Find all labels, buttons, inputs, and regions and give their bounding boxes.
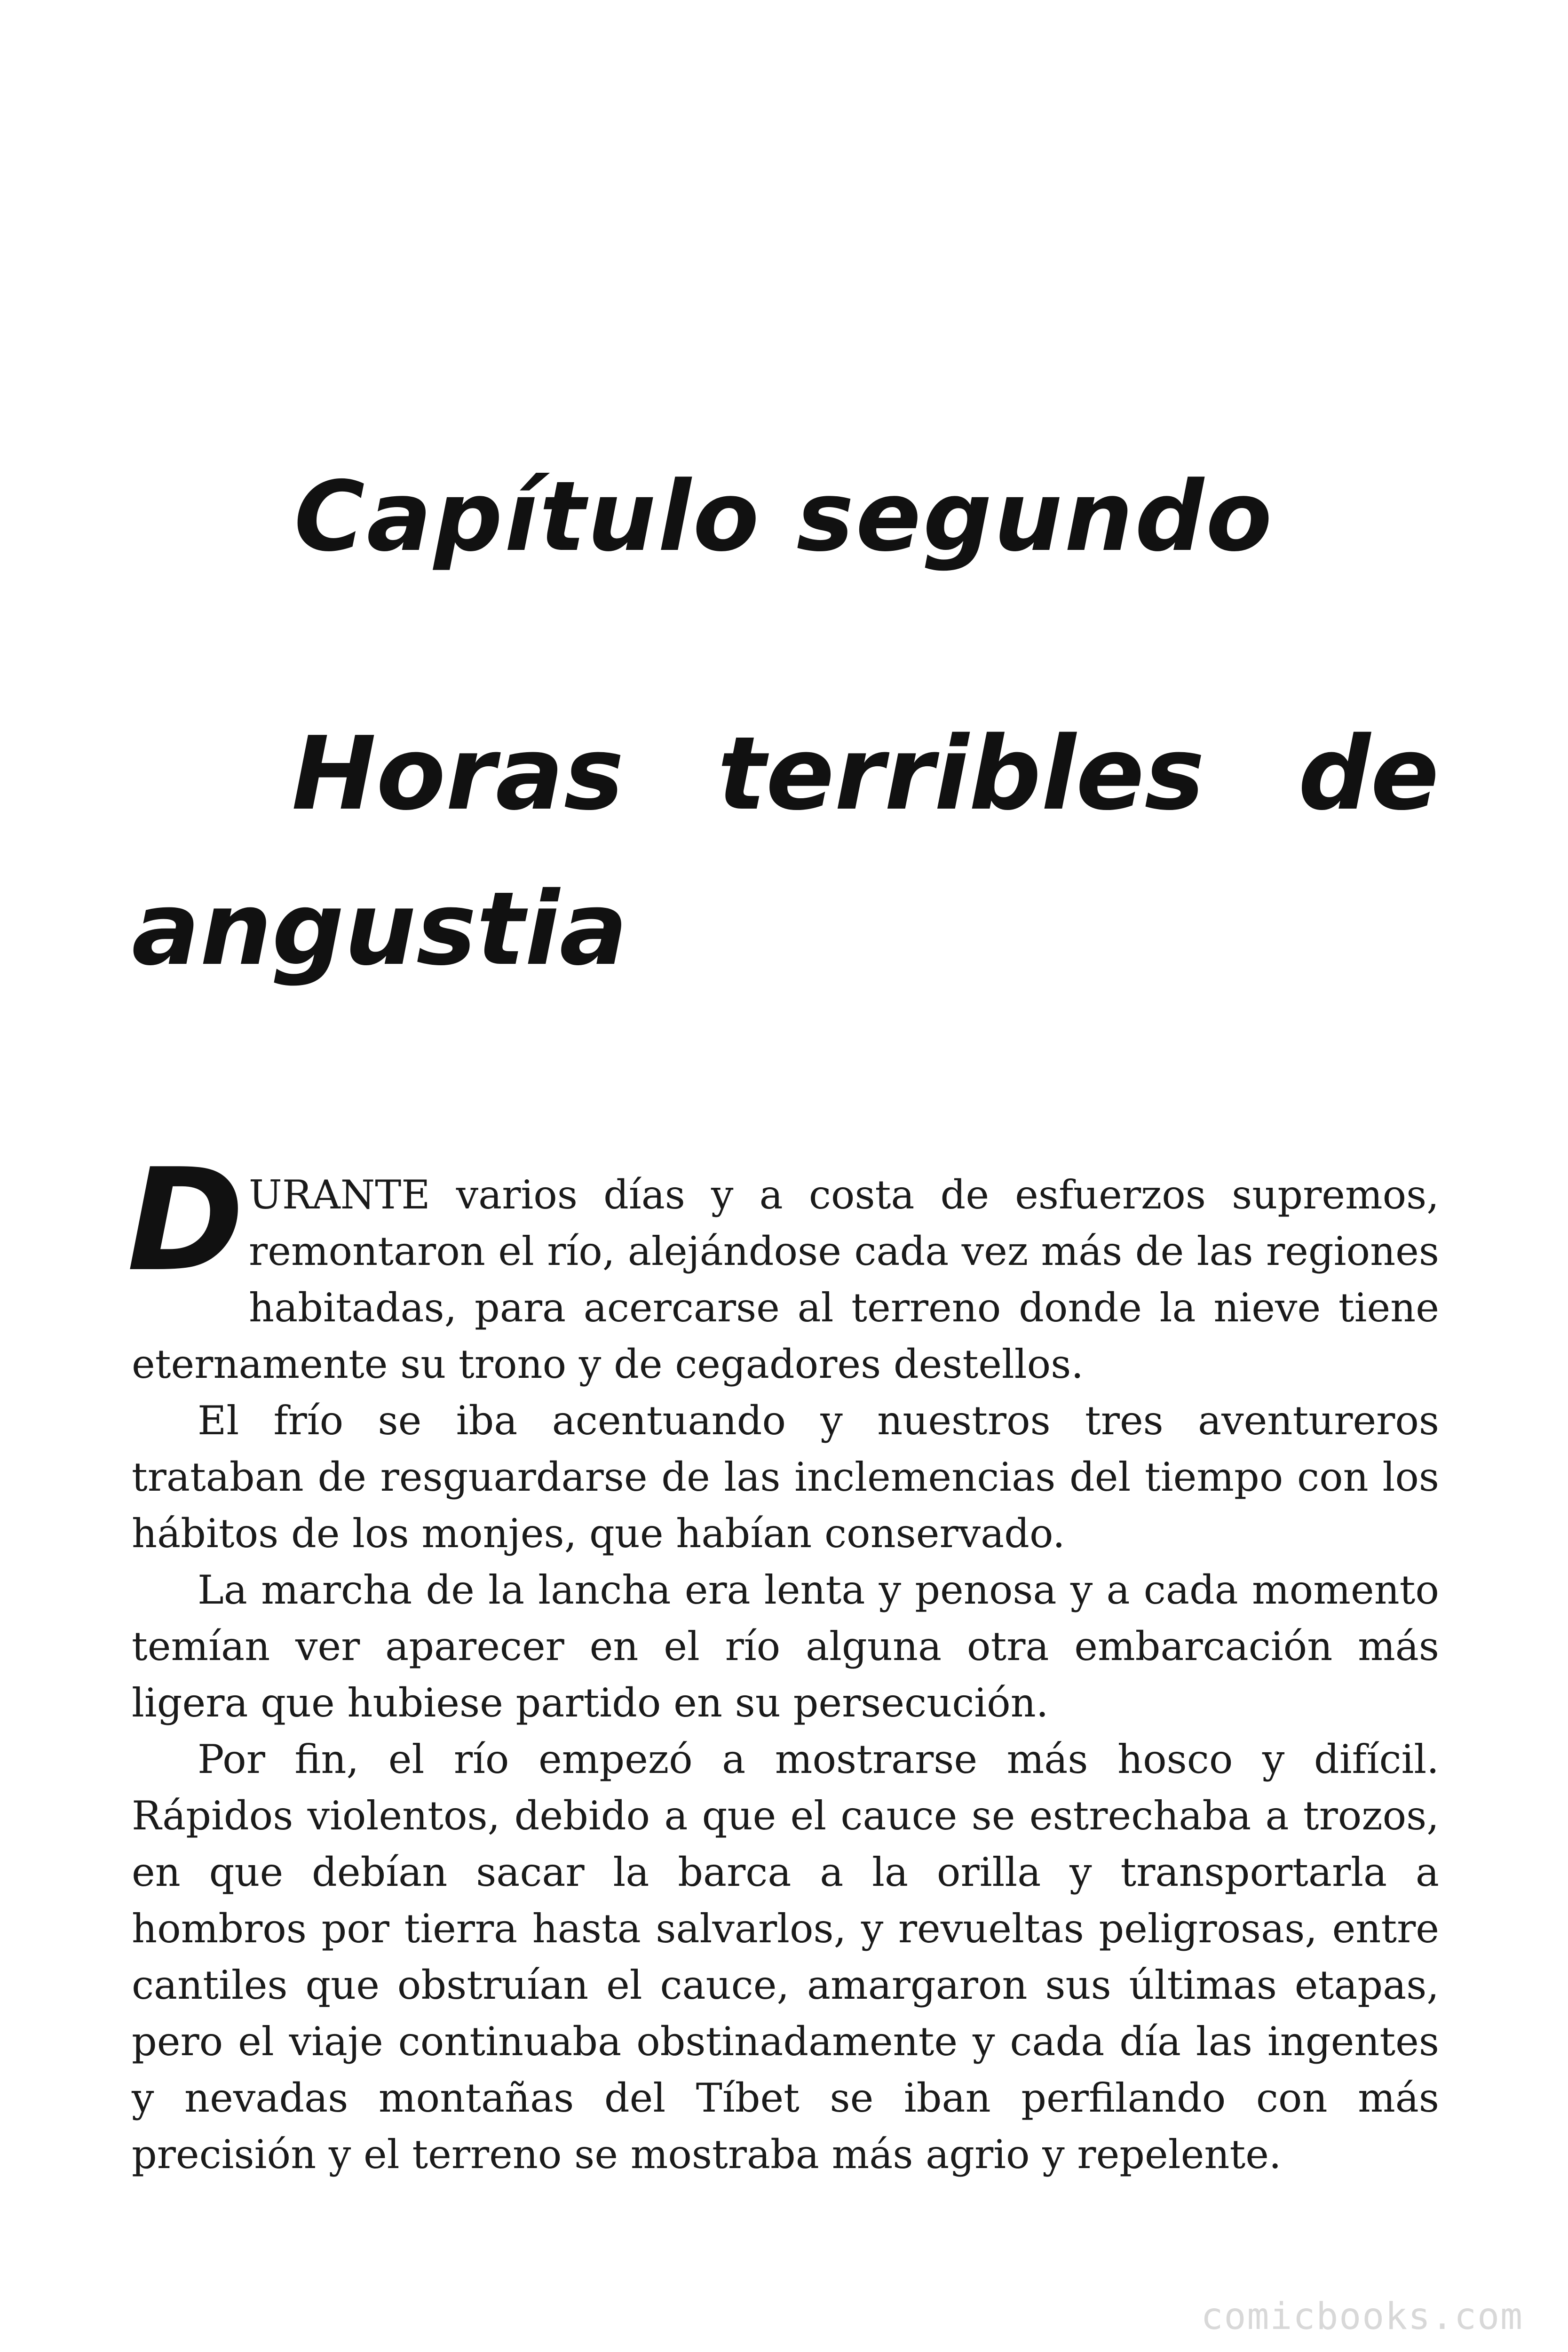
chapter-title xyxy=(132,696,1439,1007)
drop-cap: D xyxy=(127,1138,245,1303)
paragraph-first-lead: URANTE varios días y a costa de esfuerzos supremos, xyxy=(249,1172,1439,1218)
chapter-body xyxy=(127,1138,1439,2183)
paragraph: El frío se iba acentuando y nuestros tres aventureros trataban de resguardarse de las inclemencias del tiempo con los hábitos de los monjes, que habían conservado. xyxy=(132,1398,1439,1557)
chapter-title-line2: angustia xyxy=(132,870,628,988)
paragraph: Por fin, el río empezó a mostrarse más hosco y difícil. Rápidos violentos, debido a que el cauce se estrechaba a trozos, en que debían sacar la barca a la orilla y transportarla a hombros por tierra hasta salvarlos, y revueltas peligrosas, entre cantiles que obstruían el cauce, amargaron sus últimas etapas, pero el viaje continuaba obstinadamente y cada día las ingentes y nevadas montañas del Tíbet se iban perfilando con más precisión y el terreno se mostraba más agrio y repelente. xyxy=(132,1736,1439,2177)
chapter-title-line1 xyxy=(292,696,1439,851)
chapter-title-word: Horas xyxy=(292,715,624,833)
paragraph-first-rest: remontaron el río, alejándose cada vez más de las regiones habitadas, para acercarse al terreno donde la nieve tiene eternamente su trono y de cegadores destellos. xyxy=(132,1228,1439,1387)
paragraph-first xyxy=(127,1138,1439,1392)
paragraph: La marcha de la lancha era lenta y penosa y a cada momento temían ver aparecer en el río alguna otra embarcación más ligera que hubiese partido en su persecución. xyxy=(132,1567,1439,1726)
chapter-title-word: terribles xyxy=(717,715,1205,833)
chapter-label: Capítulo segundo xyxy=(294,461,1274,573)
chapter-title-word: de xyxy=(1298,715,1439,833)
watermark-text: comicbooks.com xyxy=(1201,2296,1523,2338)
paragraph-first-lead-container xyxy=(132,1162,1439,1392)
